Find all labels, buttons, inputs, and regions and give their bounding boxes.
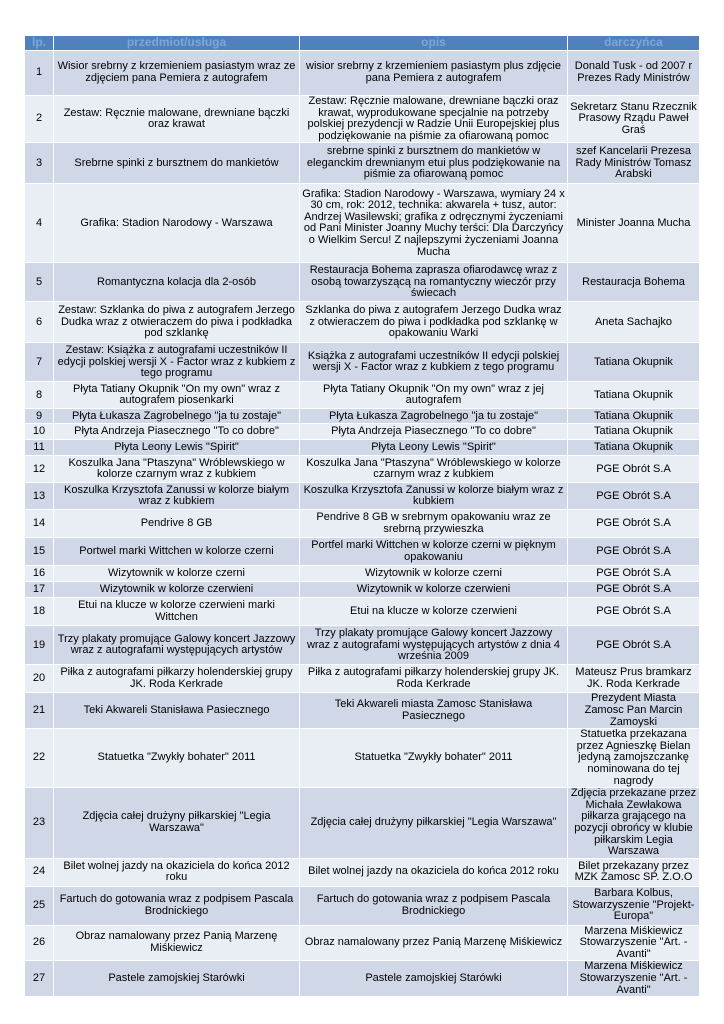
table-row — [25, 510, 700, 538]
row-item: Wizytownik w kolorze czerni — [54, 566, 300, 582]
row-number: 11 — [25, 440, 54, 456]
row-item: Płyta Tatiany Okupnik "On my own" wraz z autografem piosenkarki — [54, 382, 300, 409]
table-row — [25, 409, 700, 424]
row-number: 5 — [25, 263, 54, 302]
row-description: Obraz namalowany przez Panią Marzenę Miśkiewicz — [300, 925, 568, 961]
row-item: Wizytownik w kolorze czerwieni — [54, 582, 300, 598]
row-description: Piłka z autografami piłkarzy holenderskiej grupy JK. Roda Kerkrade — [300, 665, 568, 693]
row-description: Statuetka "Zwykły bohater" 2011 — [300, 729, 568, 788]
header-description: opis — [300, 36, 568, 51]
row-item: Piłka z autografami piłkarzy holenderskiej grupy JK. Roda Kerkrade — [54, 665, 300, 693]
row-description: Koszulka Krzysztofa Zanussi w kolorze białym wraz z kubkiem — [300, 483, 568, 510]
row-number: 12 — [25, 456, 54, 483]
row-item: Srebrne spinki z bursztnem do mankietów — [54, 143, 300, 184]
row-description: Grafika: Stadion Narodowy - Warszawa, wymiary 24 x 30 cm, rok: 2012, technika: akwarela + tusz, autor: Andrzej Wasilewski; grafika z odręcznymi życzeniami od Pani Minister Joanny Muchy terści: Dla Darczyńcy o Wielkim Sercu! Z najlepszymi życzeniami Joanna Mucha — [300, 184, 568, 263]
table-header-row — [25, 36, 700, 51]
row-description: Etui na klucze w kolorze czerwieni — [300, 598, 568, 626]
row-number: 24 — [25, 858, 54, 886]
row-description: Płyta Łukasza Zagrobelnego "ja tu zostaje" — [300, 409, 568, 424]
row-description: wisior srebrny z krzemieniem pasiastym plus zdjęcie pana Pemiera z autografem — [300, 51, 568, 96]
row-description: Teki Akwareli miasta Zamosc Stanisława Pasiecznego — [300, 693, 568, 729]
row-donor: PGE Obrót S.A — [568, 483, 700, 510]
row-description: Koszulka Jana "Ptaszyna" Wróblewskiego w kolorze czarnym wraz z kubkiem — [300, 456, 568, 483]
row-description: Pendrive 8 GB w srebrnym opakowaniu wraz ze srebrną przywieszka — [300, 510, 568, 538]
row-description: Wizytownik w kolorze czerwieni — [300, 582, 568, 598]
table-row — [25, 263, 700, 302]
table-row — [25, 424, 700, 440]
row-number: 9 — [25, 409, 54, 424]
row-item: Koszulka Jana "Ptaszyna" Wróblewskiego w kolorze czarnym wraz z kubkiem — [54, 456, 300, 483]
row-number: 16 — [25, 566, 54, 582]
row-donor: Marzena Miśkiewicz Stowarzyszenie "Art. - Avanti" — [568, 961, 700, 997]
row-item: Zdjęcia całej drużyny piłkarskiej "Legia Warszawa" — [54, 788, 300, 859]
row-item: Bilet wolnej jazdy na okaziciela do końca 2012 roku — [54, 858, 300, 886]
row-number: 6 — [25, 302, 54, 343]
row-item: Pendrive 8 GB — [54, 510, 300, 538]
row-donor: Tatiana Okupnik — [568, 382, 700, 409]
row-description: Fartuch do gotowania wraz z podpisem Pascala Brodnickiego — [300, 886, 568, 925]
table-row — [25, 729, 700, 788]
row-number: 10 — [25, 424, 54, 440]
row-donor: Barbara Kolbus, Stowarzyszenie "Projekt-Europa" — [568, 886, 700, 925]
row-donor: PGE Obrót S.A — [568, 626, 700, 665]
row-item: Płyta Andrzeja Piasecznego "To co dobre" — [54, 424, 300, 440]
row-item: Zestaw: Książka z autografami uczestników II edycji polskiej wersji X - Factor wraz z kubkiem z tego programu — [54, 343, 300, 382]
table-row — [25, 456, 700, 483]
table-row — [25, 538, 700, 566]
row-number: 25 — [25, 886, 54, 925]
row-item: Fartuch do gotowania wraz z podpisem Pascala Brodnickiego — [54, 886, 300, 925]
row-donor: Sekretarz Stanu Rzecznik Prasowy Rządu Paweł Graś — [568, 96, 700, 143]
table-row — [25, 665, 700, 693]
row-donor: Restauracja Bohema — [568, 263, 700, 302]
row-donor: Statuetka przekazana przez Agnieszkę Bielan jedyną zamojszczankę nominowana do tej nagrody — [568, 729, 700, 788]
row-item: Portwel marki Wittchen w kolorze czerni — [54, 538, 300, 566]
row-description: Pastele zamojskiej Starówki — [300, 961, 568, 997]
table-row — [25, 382, 700, 409]
row-description: Wizytownik w kolorze czerni — [300, 566, 568, 582]
header-donor: darczyńca — [568, 36, 700, 51]
row-description: Portfel marki Wittchen w kolorze czerni w pięknym opakowaniu — [300, 538, 568, 566]
row-donor: Marzena Miśkiewicz Stowarzyszenie "Art. - Avanti" — [568, 925, 700, 961]
row-number: 4 — [25, 184, 54, 263]
row-number: 2 — [25, 96, 54, 143]
row-item: Statuetka "Zwykły bohater" 2011 — [54, 729, 300, 788]
row-donor: Donald Tusk - od 2007 r Prezes Rady Ministrów — [568, 51, 700, 96]
row-donor: PGE Obrót S.A — [568, 582, 700, 598]
table-body — [25, 51, 700, 997]
row-description: Restauracja Bohema zaprasza ofiarodawcę wraz z osobą towarzyszącą na romantyczny wieczór przy świecach — [300, 263, 568, 302]
row-description: Książka z autografami uczestników II edycji polskiej wersji X - Factor wraz z kubkiem z tego programu — [300, 343, 568, 382]
table-row — [25, 566, 700, 582]
row-description: Bilet wolnej jazdy na okaziciela do końca 2012 roku — [300, 858, 568, 886]
header-lp: lp. — [25, 36, 54, 51]
table-row — [25, 440, 700, 456]
table-row — [25, 925, 700, 961]
row-number: 3 — [25, 143, 54, 184]
row-item: Grafika: Stadion Narodowy - Warszawa — [54, 184, 300, 263]
row-item: Etui na klucze w kolorze czerwieni marki Wittchen — [54, 598, 300, 626]
row-description: Płyta Tatiany Okupnik "On my own" wraz z jej autografem — [300, 382, 568, 409]
row-number: 13 — [25, 483, 54, 510]
row-donor: Minister Joanna Mucha — [568, 184, 700, 263]
row-number: 22 — [25, 729, 54, 788]
row-number: 17 — [25, 582, 54, 598]
row-item: Obraz namalowany przez Panią Marzenę Miśkiewicz — [54, 925, 300, 961]
table-row — [25, 693, 700, 729]
row-item: Teki Akwareli Stanisława Pasiecznego — [54, 693, 300, 729]
table-row — [25, 302, 700, 343]
row-description: Zestaw: Ręcznie malowane, drewniane bączki oraz krawat, wyprodukowane specjalnie na potrzeby polskiej prezydencji w Radzie Unii Europejskiej plus podziękowanie na piśmie za ofiarowaną pomoc — [300, 96, 568, 143]
row-donor: Zdjęcia przekazane przez Michała Zewłakowa piłkarza grającego na pozycji obrońcy w klubie piłkarskim Legia Warszawa — [568, 788, 700, 859]
table-row — [25, 51, 700, 96]
row-item: Wisior srebrny z krzemieniem pasiastym wraz ze zdjęciem pana Pemiera z autografem — [54, 51, 300, 96]
row-number: 27 — [25, 961, 54, 997]
row-donor: PGE Obrót S.A — [568, 510, 700, 538]
row-item: Romantyczna kolacja dla 2-osób — [54, 263, 300, 302]
table-row — [25, 961, 700, 997]
table-row — [25, 184, 700, 263]
row-number: 19 — [25, 626, 54, 665]
donations-table — [24, 35, 700, 997]
row-number: 18 — [25, 598, 54, 626]
row-item: Pastele zamojskiej Starówki — [54, 961, 300, 997]
table-row — [25, 858, 700, 886]
row-item: Zestaw: Ręcznie malowane, drewniane bączki oraz krawat — [54, 96, 300, 143]
row-donor: PGE Obrót S.A — [568, 456, 700, 483]
row-donor: Tatiana Okupnik — [568, 409, 700, 424]
row-number: 14 — [25, 510, 54, 538]
row-description: Szklanka do piwa z autografem Jerzego Dudka wraz z otwieraczem do piwa i podkładka pod szklankę w opakowaniu Warki — [300, 302, 568, 343]
row-number: 7 — [25, 343, 54, 382]
table-row — [25, 96, 700, 143]
row-donor: Tatiana Okupnik — [568, 343, 700, 382]
table-row — [25, 582, 700, 598]
row-number: 21 — [25, 693, 54, 729]
row-number: 15 — [25, 538, 54, 566]
row-description: srebrne spinki z bursztnem do mankietów w eleganckim drewnianym etui plus podziękowanie na piśmie za ofiarowaną pomoc — [300, 143, 568, 184]
row-donor: PGE Obrót S.A — [568, 566, 700, 582]
table-row — [25, 483, 700, 510]
table-row — [25, 788, 700, 859]
row-number: 26 — [25, 925, 54, 961]
table-row — [25, 886, 700, 925]
row-donor: PGE Obrót S.A — [568, 538, 700, 566]
row-item: Koszulka Krzysztofa Zanussi w kolorze białym wraz z kubkiem — [54, 483, 300, 510]
row-description: Trzy plakaty promujące Galowy koncert Jazzowy wraz z autografami występujących artystów z dnia 4 września 2009 — [300, 626, 568, 665]
row-donor: Tatiana Okupnik — [568, 440, 700, 456]
row-number: 1 — [25, 51, 54, 96]
row-donor: Tatiana Okupnik — [568, 424, 700, 440]
row-donor: PGE Obrót S.A — [568, 598, 700, 626]
row-description: Zdjęcia całej drużyny piłkarskiej "Legia Warszawa" — [300, 788, 568, 859]
row-donor: Mateusz Prus bramkarz JK. Roda Kerkrade — [568, 665, 700, 693]
row-number: 8 — [25, 382, 54, 409]
row-donor: szef Kancelarii Prezesa Rady Ministrów Tomasz Arabski — [568, 143, 700, 184]
row-number: 20 — [25, 665, 54, 693]
row-description: Płyta Leony Lewis "Spirit" — [300, 440, 568, 456]
row-donor: Bilet przekazany przez MZK Zamosc SP. Z.O.O — [568, 858, 700, 886]
row-item: Płyta Leony Lewis "Spirit" — [54, 440, 300, 456]
row-number: 23 — [25, 788, 54, 859]
table-row — [25, 343, 700, 382]
row-description: Płyta Andrzeja Piasecznego "To co dobre" — [300, 424, 568, 440]
row-item: Trzy plakaty promujące Galowy koncert Jazzowy wraz z autografami występujących artystów — [54, 626, 300, 665]
row-donor: Prezydent Miasta Zamosc Pan Marcin Zamoyski — [568, 693, 700, 729]
row-donor: Aneta Sachajko — [568, 302, 700, 343]
table-row — [25, 626, 700, 665]
header-item: przedmiot/usługa — [54, 36, 300, 51]
table-row — [25, 143, 700, 184]
row-item: Zestaw: Szklanka do piwa z autografem Jerzego Dudka wraz z otwieraczem do piwa i podkładka pod szklankę — [54, 302, 300, 343]
table-row — [25, 598, 700, 626]
row-item: Płyta Łukasza Zagrobelnego "ja tu zostaje" — [54, 409, 300, 424]
